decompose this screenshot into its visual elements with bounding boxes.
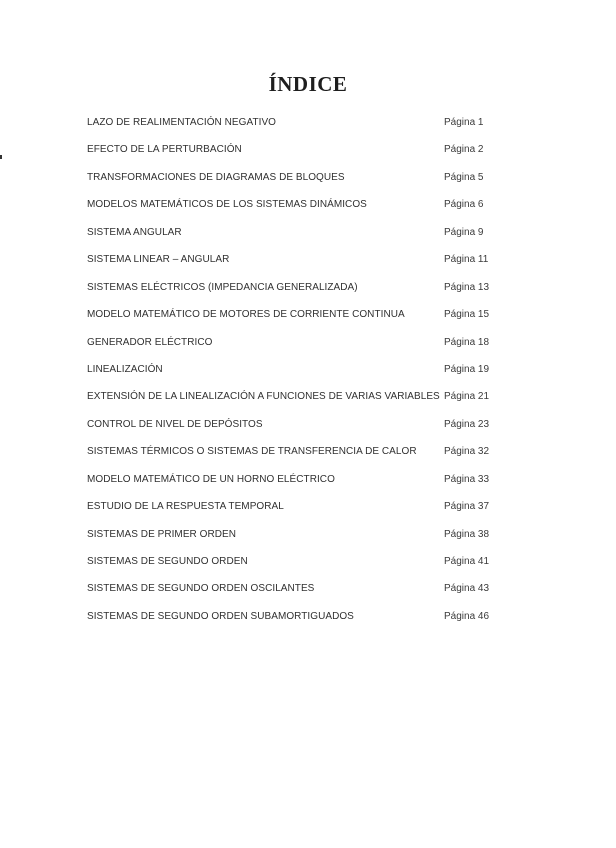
toc-entry bbox=[87, 114, 507, 141]
toc-entry-label: LINEALIZACIÓN bbox=[87, 363, 163, 375]
toc-entry-label: LAZO DE REALIMENTACIÓN NEGATIVO bbox=[87, 117, 276, 128]
toc-entry-label: TRANSFORMACIONES DE DIAGRAMAS DE BLOQUES bbox=[87, 171, 345, 183]
toc-entry-page: Página 21 bbox=[444, 391, 490, 403]
toc-entry-page: Página 46 bbox=[444, 610, 490, 622]
toc-entry-label: SISTEMAS TÉRMICOS O SISTEMAS DE TRANSFERENCIA DE CALOR bbox=[87, 446, 417, 458]
toc-entry-page: Página 11 bbox=[444, 254, 489, 266]
toc-entry-page: Página 5 bbox=[444, 171, 484, 183]
toc-entry bbox=[87, 361, 507, 388]
toc-entry-page: Página 23 bbox=[444, 418, 490, 430]
toc-entry bbox=[87, 279, 507, 306]
toc-entry bbox=[87, 141, 507, 168]
toc-entry bbox=[87, 224, 507, 251]
toc-entry-page: Página 13 bbox=[444, 281, 490, 293]
toc-entry-page: Página 32 bbox=[444, 446, 490, 458]
toc-entry bbox=[87, 388, 507, 415]
toc-entry bbox=[87, 498, 507, 525]
toc-entry-label: ESTUDIO DE LA RESPUESTA TEMPORAL bbox=[87, 501, 284, 513]
toc-entry-label: EFECTO DE LA PERTURBACIÓN bbox=[87, 144, 242, 156]
toc-entry-page: Página 9 bbox=[444, 226, 484, 238]
toc-entry-label: SISTEMAS DE PRIMER ORDEN bbox=[87, 528, 236, 540]
toc-entry-page: Página 41 bbox=[444, 556, 490, 567]
toc-entry-page: Página 38 bbox=[444, 528, 490, 540]
toc-entry-label: GENERADOR ELÉCTRICO bbox=[87, 336, 213, 348]
toc-entry-page: Página 43 bbox=[444, 583, 490, 595]
toc-entry-label: CONTROL DE NIVEL DE DEPÓSITOS bbox=[87, 418, 263, 430]
toc-entry bbox=[87, 580, 507, 607]
toc-entry-label: MODELOS MATEMÁTICOS DE LOS SISTEMAS DINÁMICOS bbox=[87, 199, 367, 211]
toc-entry-page: Página 19 bbox=[444, 363, 490, 375]
toc-entry bbox=[87, 553, 507, 580]
toc-entry bbox=[87, 443, 507, 470]
toc-entry-label: SISTEMAS DE SEGUNDO ORDEN OSCILANTES bbox=[87, 583, 315, 595]
toc-entry bbox=[87, 334, 507, 361]
toc-entry-label: SISTEMAS ELÉCTRICOS (IMPEDANCIA GENERALIZADA) bbox=[87, 281, 358, 293]
toc-entry-page: Página 15 bbox=[444, 309, 490, 321]
table-of-contents bbox=[87, 114, 507, 635]
toc-entry bbox=[87, 306, 507, 333]
toc-entry-page: Página 33 bbox=[444, 473, 490, 485]
toc-entry bbox=[87, 526, 507, 553]
toc-entry bbox=[87, 416, 507, 443]
toc-entry bbox=[87, 169, 507, 196]
toc-entry-label: EXTENSIÓN DE LA LINEALIZACIÓN A FUNCIONES DE VARIAS VARIABLES bbox=[87, 391, 440, 403]
toc-entry-label: SISTEMA ANGULAR bbox=[87, 226, 182, 238]
toc-entry bbox=[87, 251, 507, 278]
toc-entry-label: SISTEMAS DE SEGUNDO ORDEN SUBAMORTIGUADOS bbox=[87, 610, 354, 622]
toc-entry-label: SISTEMAS DE SEGUNDO ORDEN bbox=[87, 556, 248, 567]
index-title: ÍNDICE bbox=[268, 72, 348, 96]
scan-edge-mark bbox=[0, 155, 2, 159]
toc-entry bbox=[87, 196, 507, 223]
toc-entry-page: Página 6 bbox=[444, 199, 484, 211]
toc-entry bbox=[87, 608, 507, 635]
toc-entry-page: Página 18 bbox=[444, 336, 490, 348]
toc-entry-page: Página 1 bbox=[444, 117, 484, 128]
toc-entry-page: Página 37 bbox=[444, 501, 490, 513]
toc-entry-label: MODELO MATEMÁTICO DE UN HORNO ELÉCTRICO bbox=[87, 473, 335, 485]
toc-entry-label: SISTEMA LINEAR – ANGULAR bbox=[87, 254, 230, 266]
toc-entry-page: Página 2 bbox=[444, 144, 484, 156]
toc-entry bbox=[87, 471, 507, 498]
toc-entry-label: MODELO MATEMÁTICO DE MOTORES DE CORRIENTE CONTINUA bbox=[87, 309, 405, 321]
